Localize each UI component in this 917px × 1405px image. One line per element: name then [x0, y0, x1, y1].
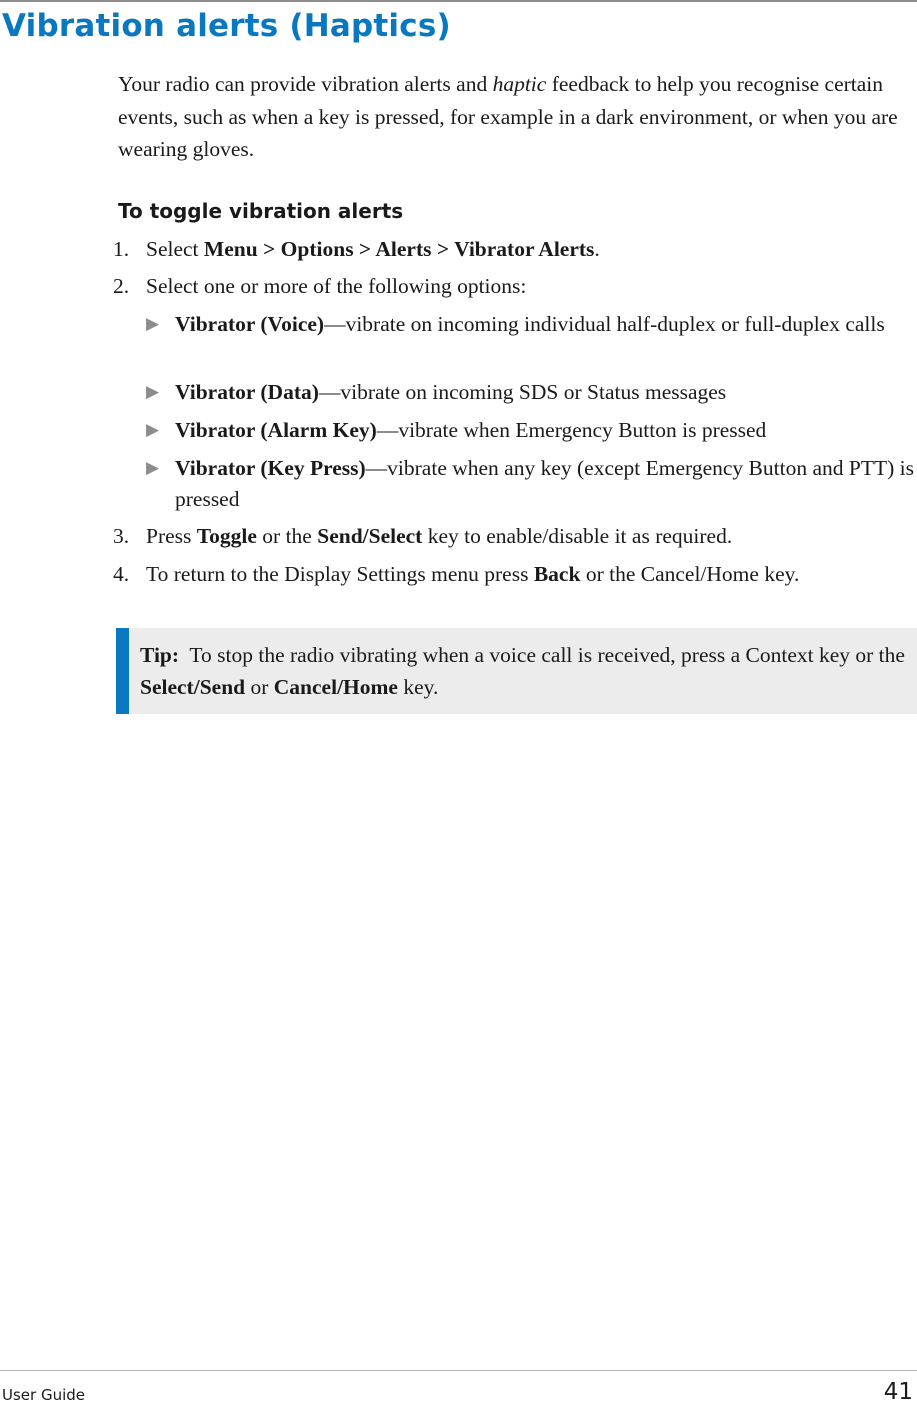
step-text: [146, 559, 913, 590]
page-number: 41: [883, 1379, 913, 1405]
tip-label: Tip:: [140, 643, 180, 667]
step-4: [113, 559, 913, 590]
option-text: [175, 377, 916, 408]
procedure-title: To toggle vibration alerts: [118, 199, 404, 223]
step-text: Select one or more of the following options:: [146, 274, 527, 298]
option-description: —vibrate on incoming SDS or Status messages: [318, 380, 727, 404]
tip-text-2: or: [245, 675, 274, 699]
step-4-text-2: or the Cancel/Home key.: [580, 562, 800, 586]
intro-text-after: feedback to help you recognise certain events, such as when a key is pressed, for example in a dark environment, or when you are wearing gloves.: [118, 72, 898, 161]
step-3-text-3: key to enable/disable it as required.: [422, 524, 733, 548]
intro-paragraph: [118, 68, 913, 166]
option-description: —vibrate when Emergency Button is pressed: [376, 418, 767, 442]
option-description: —vibrate when any key (except Emergency Button and PTT) is pressed: [175, 456, 914, 511]
step-1-suffix: .: [594, 237, 600, 261]
step-text: [146, 234, 913, 265]
toggle-label: Toggle: [196, 524, 257, 548]
step-number: 3.: [113, 524, 130, 548]
option-vibrator-alarm-key: [146, 415, 916, 446]
tip-text: [140, 639, 910, 703]
tip-text-3: key.: [397, 675, 439, 699]
step-3-text-2: or the: [256, 524, 318, 548]
option-label: Vibrator (Voice): [175, 312, 325, 336]
step-number: 2.: [113, 274, 130, 298]
back-label: Back: [533, 562, 581, 586]
option-label: Vibrator (Alarm Key): [175, 418, 377, 442]
option-text: [175, 453, 916, 515]
send-select-key-label: Send/Select: [317, 524, 423, 548]
step-1: [113, 234, 913, 265]
page-title: Vibration alerts (Haptics): [2, 8, 451, 44]
top-rule: [0, 0, 917, 2]
triangle-bullet-icon: ▶: [146, 382, 160, 402]
intro-text-before: Your radio can provide vibration alerts and: [118, 72, 493, 96]
step-4-text-1: To return to the Display Settings menu press: [146, 562, 534, 586]
step-1-prefix: Select: [146, 237, 204, 261]
triangle-bullet-icon: ▶: [146, 314, 160, 334]
option-vibrator-key-press: [146, 453, 916, 515]
step-3: [113, 521, 913, 552]
option-text: [175, 415, 916, 446]
step-2: [113, 271, 913, 302]
option-label: Vibrator (Key Press): [175, 456, 366, 480]
tip-text-1: To stop the radio vibrating when a voice call is received, press a Context key or the: [179, 643, 911, 667]
option-text: [175, 309, 916, 340]
option-vibrator-data: [146, 377, 916, 408]
tip-box: [116, 628, 917, 714]
step-number: 4.: [113, 562, 130, 586]
option-description: —vibrate on incoming individual half-duplex or full-duplex calls: [324, 312, 885, 336]
triangle-bullet-icon: ▶: [146, 458, 160, 478]
intro-emphasis: haptic: [492, 72, 547, 96]
triangle-bullet-icon: ▶: [146, 420, 160, 440]
step-number: 1.: [113, 237, 130, 261]
footer-document-title: User Guide: [2, 1386, 86, 1404]
menu-path: Menu > Options > Alerts > Vibrator Alerts: [203, 237, 595, 261]
select-send-key-label: Select/Send: [140, 675, 246, 699]
option-vibrator-voice: [146, 309, 916, 340]
cancel-home-key-label: Cancel/Home: [273, 675, 398, 699]
step-3-text-1: Press: [146, 524, 197, 548]
option-label: Vibrator (Data): [175, 380, 319, 404]
tip-accent-bar: [116, 628, 129, 714]
step-text: [146, 521, 913, 552]
footer-rule: [0, 1370, 917, 1371]
